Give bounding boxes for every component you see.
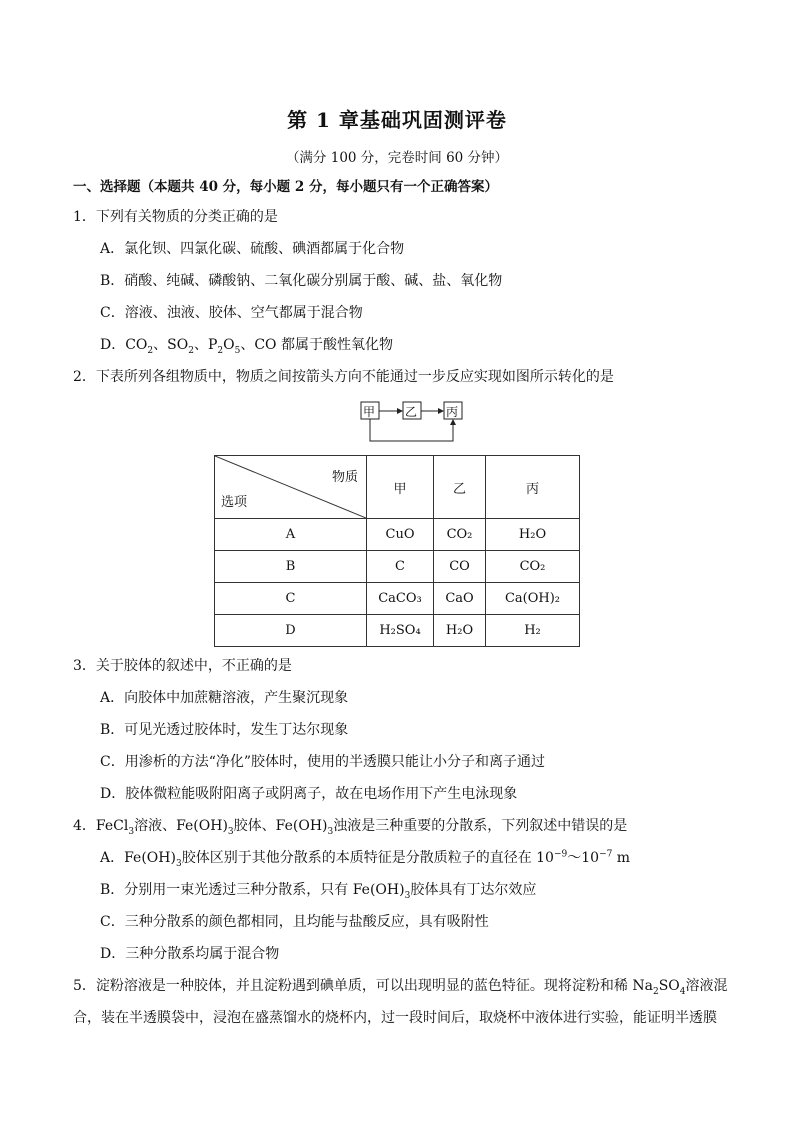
question-3-option-b: B．可见光透过胶体时，发生丁达尔现象	[100, 722, 349, 738]
question-5-line-2: 合，装在半透膜袋中，浸泡在盛蒸馏水的烧杯内，过一段时间后，取烧杯中液体进行实验，能证明半透膜	[73, 1010, 717, 1026]
table-row	[215, 519, 580, 551]
cell-yi: CaO	[434, 583, 486, 615]
page-title: 第 1 章基础巩固测评卷	[287, 108, 507, 132]
question-1-stem: 1．下列有关物质的分类正确的是	[73, 209, 278, 225]
diagram-label-jia: 甲	[363, 405, 376, 419]
question-4-option-a: A．$Fe(OH)_3$胶体区别于其他分散系的本质特征是分散质粒子的直径在 $10^{-9}\sim 10^{-7}$ m	[100, 849, 631, 869]
cell-jia: CuO	[367, 519, 434, 551]
table-row	[215, 615, 580, 647]
question-4-option-c: C．三种分散系的颜色都相同，且均能与盐酸反应，具有吸附性	[100, 914, 489, 930]
conversion-diagram	[360, 401, 465, 446]
section-heading: 一、选择题（本题共 40 分，每小题 2 分，每小题只有一个正确答案）	[73, 179, 498, 195]
cell-bing: H₂	[486, 615, 580, 647]
question-1-option-a: A．氯化钡、四氯化碳、硫酸、碘酒都属于化合物	[100, 241, 405, 257]
question-5-line-1: 5．淀粉溶液是一种胶体，并且淀粉遇到碘单质，可以出现明显的蓝色特征。现将淀粉和稀 $Na_2SO_4$溶液混	[73, 978, 728, 997]
table-row	[215, 583, 580, 615]
cell-bing: Ca(OH)₂	[486, 583, 580, 615]
header-yi: 乙	[434, 456, 486, 519]
cell-bing: CO₂	[486, 551, 580, 583]
cell-yi: CO₂	[434, 519, 486, 551]
arrow-jia-bing	[370, 419, 453, 441]
question-4-stem: 4．FeCl$_3$溶液、$Fe(OH)_3$胶体、$Fe(OH)_3$浊液是三种重要的分散系，下列叙述中错误的是	[73, 818, 628, 837]
question-1-option-d: D．$CO_2$、$SO_2$、$P_2O_5$、CO 都属于酸性氧化物	[100, 337, 393, 356]
row-option: A	[215, 519, 367, 551]
question-3-stem: 3．关于胶体的叙述中，不正确的是	[73, 658, 292, 674]
row-option: C	[215, 583, 367, 615]
question-3-option-a: A．向胶体中加蔗糖溶液，产生聚沉现象	[100, 690, 349, 706]
row-option: B	[215, 551, 367, 583]
corner-label-substance: 物质	[331, 470, 358, 485]
cell-yi: H₂O	[434, 615, 486, 647]
table-corner-cell	[215, 456, 367, 519]
cell-jia: CaCO₃	[367, 583, 434, 615]
header-bing: 丙	[486, 456, 580, 519]
cell-bing: H₂O	[486, 519, 580, 551]
page-subtitle: （满分 100 分，完卷时间 60 分钟）	[285, 150, 509, 166]
row-option: D	[215, 615, 367, 647]
question-3-option-d: D．胶体微粒能吸附阳离子或阴离子，故在电场作用下产生电泳现象	[100, 786, 518, 802]
cell-yi: CO	[434, 551, 486, 583]
question-4-option-d: D．三种分散系均属于混合物	[100, 946, 280, 962]
header-jia: 甲	[367, 456, 434, 519]
question-1-option-b: B．硝酸、纯碱、磷酸钠、二氧化碳分别属于酸、碱、盐、氧化物	[100, 273, 503, 289]
question-2-stem: 2．下表所列各组物质中，物质之间按箭头方向不能通过一步反应实现如图所示转化的是	[73, 369, 614, 385]
question-1-option-c: C．溶液、浊液、胶体、空气都属于混合物	[100, 305, 363, 321]
diagram-label-bing: 丙	[446, 405, 459, 419]
question-3-option-c: C．用渗析的方法“净化”胶体时，使用的半透膜只能让小分子和离子通过	[100, 754, 546, 770]
cell-jia: C	[367, 551, 434, 583]
cell-jia: H₂SO₄	[367, 615, 434, 647]
table-row	[215, 551, 580, 583]
question-2-table	[214, 455, 580, 647]
corner-label-option: 选项	[221, 495, 248, 510]
question-4-option-b: B．分别用一束光透过三种分散系，只有 $Fe(OH)_3$胶体具有丁达尔效应	[100, 882, 537, 901]
diagram-label-yi: 乙	[405, 405, 418, 419]
